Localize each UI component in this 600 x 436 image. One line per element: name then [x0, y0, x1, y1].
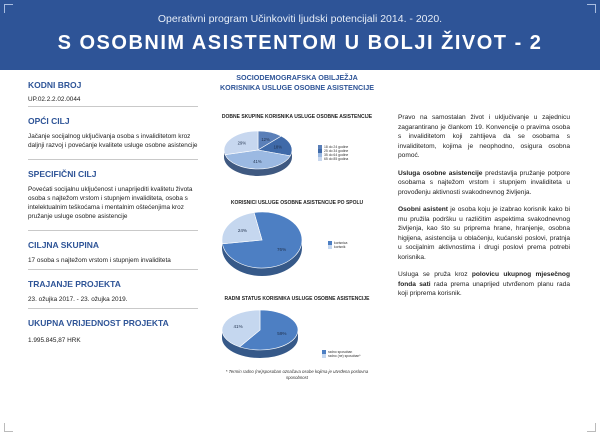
footnote: * Termin radno (ne)sposoban označava osobe kojima je utvrđena poslovna sposobnost	[225, 369, 369, 380]
text-service: predstavlja pružanje potpore osobama s najtežom vrstom i stupnjem invaliditeta u provođenju aktivnosti svakodnevnog življenja.	[398, 169, 570, 196]
section-heading: KODNI BROJ	[28, 80, 82, 90]
pie-data-label: 12%	[261, 136, 270, 142]
section-text: 17 osoba s najtežom vrstom i stupnjem invaliditeta	[28, 257, 171, 264]
pie-data-label: 41%	[253, 158, 262, 164]
chart-work	[218, 302, 376, 364]
legend-work	[322, 350, 361, 358]
section-heading: SPECIFIČNI CILJ	[28, 169, 97, 179]
section-kodni-broj	[28, 80, 198, 106]
text-assistant: je osoba koju je izabrao korisnik kako bi mu pružila podršku u različitim aspektima svakodnevnog življenja, kao što su priprema hrane, hranjenje, osobna higijena, asistencija u oblačenju, kućanski poslovi, pratnja u socijalnim aktivnostima i drugi poslovi prema potrebi korisnika.	[398, 206, 570, 261]
legend-label: 25 do 34 godine	[324, 149, 349, 153]
legend-swatch	[328, 245, 332, 249]
term-hours: polovicu ukupnog mjesečnog fonda sati	[398, 271, 570, 288]
corner-mark	[587, 423, 596, 432]
section-heading: UKUPNA VRIJEDNOST PROJEKTA	[28, 318, 169, 328]
program-subtitle: Operativni program Učinkoviti ljudski potencijali 2014. - 2020.	[157, 13, 443, 25]
corner-mark	[4, 423, 13, 432]
pie-data-label: 24%	[237, 227, 248, 233]
legend-label: korisnica	[334, 241, 348, 245]
project-info-column	[28, 80, 198, 349]
section-trajanje	[28, 270, 198, 308]
legend-label: 65 do 85 godina	[324, 157, 349, 161]
section-text: 23. ožujka 2017. - 23. ožujka 2019.	[28, 296, 128, 303]
legend-age	[318, 145, 348, 161]
section-heading: OPĆI CILJ	[28, 116, 70, 126]
section-ciljna-skupina	[28, 231, 198, 269]
pie-data-label: 76%	[276, 247, 287, 253]
project-title: S OSOBNIM ASISTENTOM U BOLJI ŽIVOT - 2	[57, 32, 543, 54]
chart-gender	[218, 206, 376, 284]
section-text: Jačanje socijalnog uključivanja osoba s invaliditetom kroz daljnji razvoj i povećanje kvalitete usluge osobne asistencije	[28, 133, 198, 149]
legend-label: 18 do 24 godine	[324, 145, 349, 149]
chart-title-work: RADNI STATUS KORISNIKA USLUGE OSOBNE ASISTENCIJE	[224, 296, 370, 302]
paragraph-hours	[398, 270, 570, 299]
text-hours-b: rada prema unaprijed utvrđenom planu rada koji priprema korisnik.	[398, 280, 570, 297]
pie-data-label: 29%	[237, 140, 247, 146]
term-service: Usluga osobne asistencije	[398, 169, 483, 177]
charts-column	[218, 73, 376, 381]
legend-label: radno sposoban	[328, 350, 353, 354]
description-column	[398, 113, 570, 307]
section-heading: TRAJANJE PROJEKTA	[28, 279, 121, 289]
chart-title-age: DOBNE SKUPINE KORISNIKA USLUGE OSOBNE ASISTENCIJE	[221, 114, 373, 120]
legend-label: korisnik	[334, 245, 346, 249]
pie-data-label: 41%	[233, 324, 243, 330]
section-vrijednost	[28, 309, 198, 349]
legend-swatch	[318, 157, 322, 161]
section-text: UP.02.2.2.02.0044	[28, 96, 81, 103]
section-specificni-cilj	[28, 160, 198, 230]
corner-mark	[4, 4, 13, 13]
legend-item	[322, 354, 361, 358]
legend-item	[328, 245, 347, 249]
legend-label: 35 do 64 godine	[324, 153, 349, 157]
section-text: Povećati socijalnu uključenost i unaprijediti kvalitetu života osoba s najtežom vrstom i stupnjem invaliditeta, osoba s intelektualnim teškoćama i mentalnim oštećenjima kroz pružanje usluge osobne asistencije	[28, 186, 193, 220]
pie-data-label: 59%	[277, 330, 287, 336]
pie-chart-gender	[218, 206, 328, 284]
legend-gender	[328, 241, 347, 249]
section-opci-cilj	[28, 107, 198, 159]
paragraph-service	[398, 169, 570, 198]
charts-heading-line1: SOCIODEMOGRAFSKA OBILJEŽJA	[236, 73, 358, 82]
legend-item	[318, 157, 348, 161]
text-hours-a: Usluga se pruža kroz	[398, 271, 472, 278]
legend-label: radno (ne) sposoban*	[328, 354, 361, 358]
term-assistant: Osobni asistent	[398, 206, 448, 213]
section-text: 1.995.845,87 HRK	[28, 337, 81, 344]
legend-swatch	[322, 354, 326, 358]
paragraph-assistant	[398, 205, 570, 262]
chart-age	[218, 120, 376, 186]
chart-title-gender: KORISNICI USLUGE OSOBNE ASISTENCIJE PO SPOLU	[230, 200, 364, 206]
section-heading: CILJNA SKUPINA	[28, 240, 99, 250]
header-banner	[0, 0, 600, 70]
charts-heading-line2: KORISNIKA USLUGE OSOBNE ASISTENCIJE	[219, 83, 375, 92]
pie-data-label: 18%	[273, 144, 282, 150]
paragraph-intro: Pravo na samostalan život i uključivanje u zajednicu zagarantirano je člankom 19. Konvencije o pravima osoba s invaliditetom koji zahtijeva da se osobama s invaliditetom, kojima je neophodno, osigura osobna pomoć.	[398, 114, 570, 159]
pie-chart-age	[218, 120, 318, 186]
pie-chart-work	[218, 304, 322, 364]
corner-mark	[587, 4, 596, 13]
